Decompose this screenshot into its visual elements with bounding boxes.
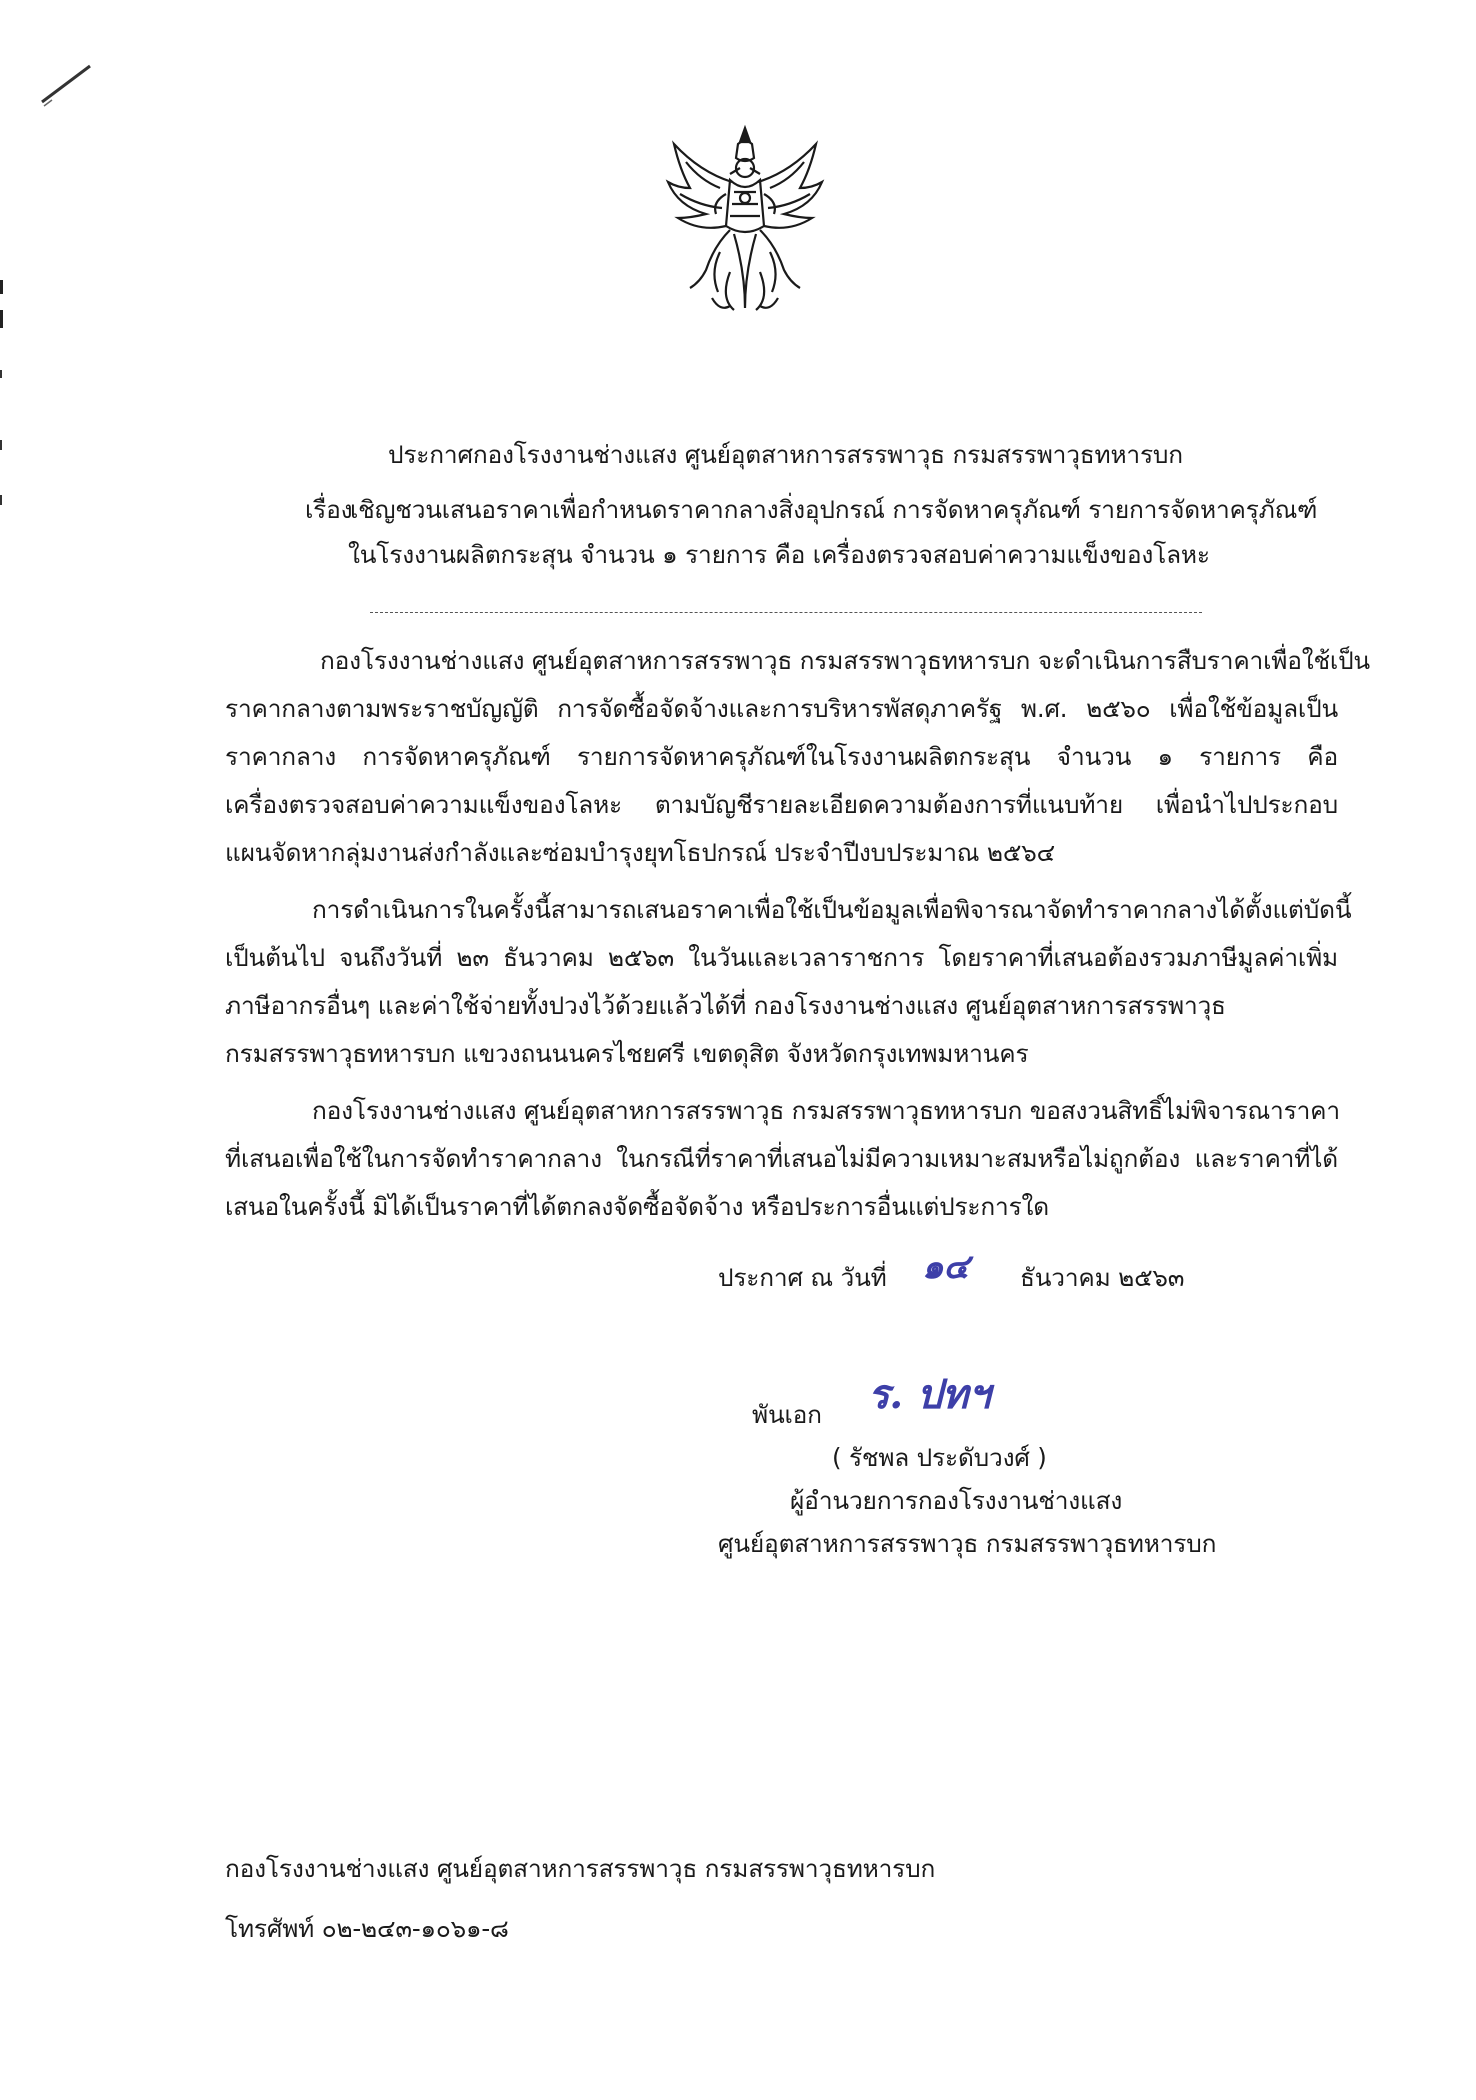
para1-line: ราคากลางตามพระราชบัญญัติ การจัดซื้อจัดจ้างและการบริหารพัสดุภาครัฐ พ.ศ. ๒๕๖๐ เพื่อใช้ข้อมูลเป็น (225, 694, 1338, 723)
signer-position: ผู้อำนวยการกองโรงงานช่างแสง (790, 1486, 1123, 1515)
footer-phone: โทรศัพท์ ๐๒-๒๔๓-๑๐๖๑-๘ (225, 1914, 509, 1943)
footer-organization: กองโรงงานช่างแสง ศูนย์อุตสาหการสรรพาวุธ กรมสรรพาวุธทหารบก (225, 1854, 936, 1883)
garuda-emblem-icon (660, 122, 830, 317)
para1-line: กองโรงงานช่างแสง ศูนย์อุตสาหการสรรพาวุธ กรมสรรพาวุธทหารบก จะดำเนินการสืบราคาเพื่อใช้เป็น (320, 646, 1370, 675)
para2-line: เป็นต้นไป จนถึงวันที่ ๒๓ ธันวาคม ๒๕๖๓ ในวันและเวลาราชการ โดยราคาที่เสนอต้องรวมภาษีมูลค่าเพิ่ม (225, 943, 1338, 972)
subject-line-1: เชิญชวนเสนอราคาเพื่อกำหนดราคากลางสิ่งอุปกรณ์ การจัดหาครุภัณฑ์ รายการจัดหาครุภัณฑ์ (350, 495, 1318, 524)
para3-line: กองโรงงานช่างแสง ศูนย์อุตสาหการสรรพาวุธ กรมสรรพาวุธทหารบก ขอสงวนสิทธิ์ไม่พิจารณาราคา (312, 1096, 1340, 1125)
para1-line: ราคากลาง การจัดหาครุภัณฑ์ รายการจัดหาครุภัณฑ์ในโรงงานผลิตกระสุน จำนวน ๑ รายการ คือ (225, 742, 1338, 771)
announcement-month-year: ธันวาคม ๒๕๖๓ (1020, 1263, 1185, 1292)
para2-line: ภาษีอากรอื่นๆ และค่าใช้จ่ายทั้งปวงไว้ด้วยแล้วได้ที่ กองโรงงานช่างแสง ศูนย์อุตสาหการสรรพาวุธ (225, 991, 1226, 1020)
announcement-day: ๑๔ (922, 1247, 969, 1287)
handwritten-signature: ร. ปทฯ (868, 1371, 991, 1418)
subject-line-2: ในโรงงานผลิตกระสุน จำนวน ๑ รายการ คือ เครื่องตรวจสอบค่าความแข็งของโลหะ (348, 540, 1210, 569)
para1-line: เครื่องตรวจสอบค่าความแข็งของโลหะ ตามบัญชีรายละเอียดความต้องการที่แนบท้าย เพื่อนำไปประกอบ (225, 790, 1338, 819)
para2-line: กรมสรรพาวุธทหารบก แขวงถนนนครไชยศรี เขตดุสิต จังหวัดกรุงเทพมหานคร (225, 1039, 1029, 1068)
subject-label: เรื่อง (305, 495, 353, 524)
header-divider (370, 612, 1202, 613)
para3-line: เสนอในครั้งนี้ มิได้เป็นราคาที่ได้ตกลงจัดซื้อจัดจ้าง หรือประการอื่นแต่ประการใด (225, 1192, 1050, 1221)
signer-name: ( รัชพล ประดับวงศ์ ) (832, 1443, 1047, 1472)
signer-organization: ศูนย์อุตสาหการสรรพาวุธ กรมสรรพาวุธทหารบก (718, 1529, 1217, 1558)
signer-rank: พันเอก (752, 1400, 822, 1429)
para1-line: แผนจัดหากลุ่มงานส่งกำลังและซ่อมบำรุงยุทโธปกรณ์ ประจำปีงบประมาณ ๒๕๖๔ (225, 838, 1055, 867)
pen-mark (38, 58, 98, 118)
announcement-date-prefix: ประกาศ ณ วันที่ (718, 1263, 887, 1292)
announcement-title: ประกาศกองโรงงานช่างแสง ศูนย์อุตสาหการสรรพาวุธ กรมสรรพาวุธทหารบก (388, 440, 1183, 469)
scan-edge-marks (0, 270, 8, 510)
para2-line: การดำเนินการในครั้งนี้สามารถเสนอราคาเพื่อใช้เป็นข้อมูลเพื่อพิจารณาจัดทำราคากลางได้ตั้งแต่บัดนี้ (312, 895, 1352, 924)
para3-line: ที่เสนอเพื่อใช้ในการจัดทำราคากลาง ในกรณีที่ราคาที่เสนอไม่มีความเหมาะสมหรือไม่ถูกต้อง และราคาที่ได้ (225, 1144, 1338, 1173)
